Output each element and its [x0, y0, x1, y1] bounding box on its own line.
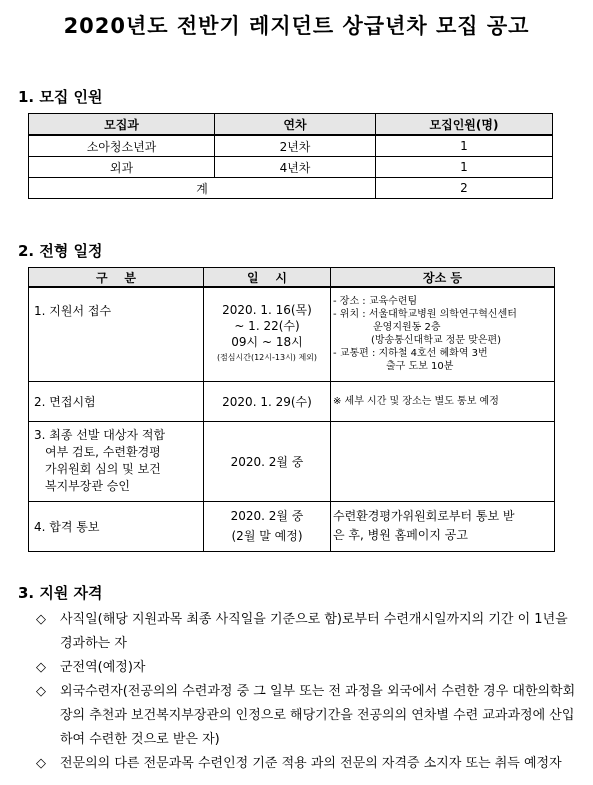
step-line: 가위원회 심의 및 보건 — [45, 462, 161, 476]
step-label: 1. 지원서 접수 — [34, 304, 112, 318]
date-line: (2월 말 예정) — [231, 529, 303, 543]
column-header: 장소 등 — [331, 268, 555, 288]
step-cell: 4. 합격 통보 — [29, 501, 204, 551]
table-row — [29, 381, 555, 421]
section-3-heading: 3. 지원 자격 — [18, 584, 103, 602]
column-header: 구 분 — [29, 268, 204, 288]
place-line: - 장소 : 교육수련팀 — [333, 296, 418, 308]
department-cell: 외과 — [29, 157, 215, 178]
diamond-bullet-icon: ◇ — [36, 612, 46, 627]
date-note: (점심시간(12시-13시) 제외) — [216, 353, 318, 363]
column-header: 일 시 — [204, 268, 331, 288]
date-cell: 2020. 1. 29(수) — [204, 381, 331, 421]
list-item-text: 군전역(예정)자 — [60, 660, 146, 675]
table-row — [29, 287, 555, 381]
date-line: 2020. 2월 중 — [230, 509, 304, 523]
list-item — [36, 608, 576, 656]
date-line: 2020. 1. 16(목) — [222, 303, 312, 318]
diamond-bullet-icon: ◇ — [36, 684, 46, 699]
year-cell: 2년차 — [215, 135, 376, 157]
step-line: 여부 검토, 수련환경평 — [45, 445, 161, 459]
qualification-list — [36, 608, 576, 776]
list-item-text: 외국수련자(전공의의 수련과정 중 그 일부 또는 전 과정을 외국에서 수련한 경우 대한의학회장의 추천과 보건복지부장관의 인정으로 해당기간을 전공의의 연차별 수련 교과과정에 산입하여 수련한 것으로 받은 자) — [60, 684, 576, 747]
place-line: 은 후, 병원 홈페이지 공고 — [333, 528, 468, 542]
page-title: 2020년도 전반기 레지던트 상급년차 모집 공고 — [63, 14, 530, 38]
total-value: 2 — [376, 178, 553, 199]
place-cell — [331, 421, 555, 501]
section-1-heading: 1. 모집 인원 — [18, 88, 103, 106]
year-cell: 4년차 — [215, 157, 376, 178]
total-label: 계 — [29, 178, 376, 199]
table-row — [29, 135, 553, 157]
total-row — [29, 178, 553, 199]
table-row — [29, 501, 555, 551]
place-line: (방송통신대학교 정문 맞은편) — [371, 335, 502, 347]
column-header: 모집인원(명) — [376, 114, 553, 136]
step-line: 복지부장관 승인 — [45, 479, 130, 493]
place-cell: ※ 세부 시간 및 장소는 별도 통보 예정 — [331, 381, 555, 421]
place-cell — [331, 287, 555, 381]
place-line: 출구 도보 10분 — [386, 361, 454, 373]
column-header: 모집과 — [29, 114, 215, 136]
section-2-heading: 2. 전형 일정 — [18, 242, 103, 260]
list-item-text: 전문의의 다른 전문과목 수련인정 기준 적용 과의 전문의 자격증 소지자 또는 취득 예정자 — [60, 756, 562, 771]
date-line: 09시 ~ 18시 — [231, 335, 303, 350]
count-cell: 1 — [376, 157, 553, 178]
table-row — [29, 157, 553, 178]
count-cell: 1 — [376, 135, 553, 157]
place-line: - 교통편 : 지하철 4호선 혜화역 3번 — [333, 348, 488, 360]
place-line: - 위치 : 서울대학교병원 의학연구혁신센터 — [333, 309, 517, 321]
list-item — [36, 656, 576, 680]
date-line: ~ 1. 22(수) — [234, 319, 300, 334]
table-row — [29, 421, 555, 501]
place-line: 운영지원동 2층 — [373, 322, 441, 334]
list-item — [36, 680, 576, 752]
department-cell: 소아청소년과 — [29, 135, 215, 157]
list-item-text: 사직일(해당 지원과목 최종 사직일을 기준으로 함)로부터 수련개시일까지의 기간 이 1년을 경과하는 자 — [60, 612, 568, 651]
step-cell — [29, 287, 204, 381]
table-header-row — [29, 268, 555, 288]
diamond-bullet-icon: ◇ — [36, 756, 46, 771]
list-item — [36, 752, 576, 776]
date-cell — [204, 501, 331, 551]
table-header-row — [29, 114, 553, 136]
recruitment-table — [28, 113, 553, 199]
schedule-table — [28, 267, 555, 552]
date-cell — [204, 287, 331, 381]
step-cell: 2. 면접시험 — [29, 381, 204, 421]
step-line: 3. 최종 선발 대상자 적합 — [34, 428, 166, 442]
column-header: 연차 — [215, 114, 376, 136]
place-line: 수련환경평가위원회로부터 통보 받 — [333, 509, 515, 523]
date-cell: 2020. 2월 중 — [204, 421, 331, 501]
step-cell — [29, 421, 204, 501]
place-cell — [331, 501, 555, 551]
diamond-bullet-icon: ◇ — [36, 660, 46, 675]
